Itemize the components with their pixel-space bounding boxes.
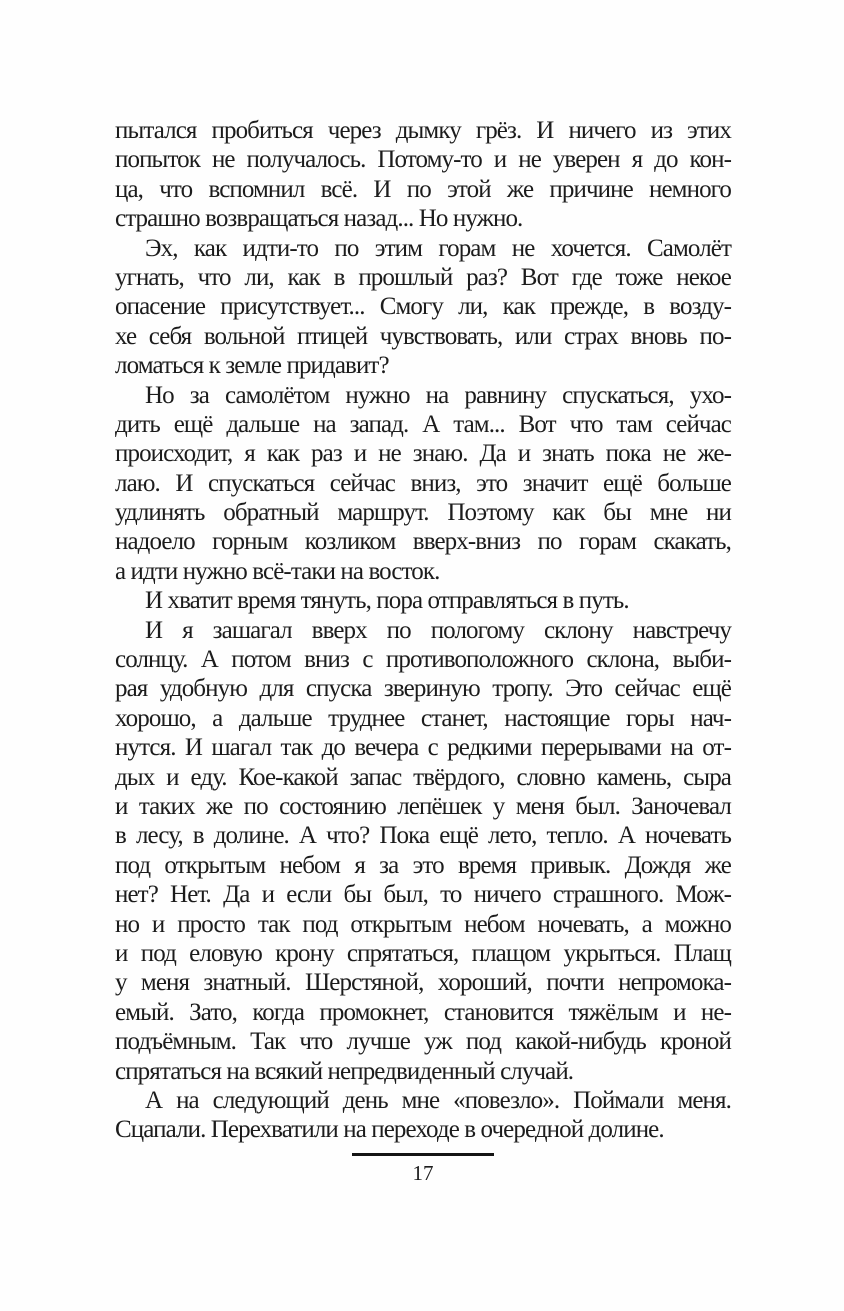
text-line: Сцапали. Перехватили на переходе в очередной долине. <box>115 1116 664 1144</box>
text-line: и таких же по состоянию лепёшек у меня был. Заночевал <box>115 792 731 820</box>
text-line: и под еловую крону спрятаться, плащом укрыться. Плащ <box>115 939 731 967</box>
text-line: в лесу, в долине. А что? Пока ещё лето, тепло. А ночевать <box>115 822 731 850</box>
paragraph <box>115 1086 731 1145</box>
footer-divider <box>352 1153 494 1156</box>
text-line: емый. Зато, когда промокнет, становится тяжёлым и не- <box>115 998 731 1026</box>
text-line: опасение присутствует... Смогу ли, как прежде, в возду- <box>115 293 731 321</box>
text-line: нет? Нет. Да и если бы был, то ничего страшного. Мож- <box>115 881 731 909</box>
text-line: нутся. И шагал так до вечера с редкими перерывами на от- <box>115 734 731 762</box>
text-line: солнцу. А потом вниз с противоположного склона, выби- <box>115 646 731 674</box>
page-footer <box>115 1146 731 1185</box>
text-line: рая удобную для спуска звериную тропу. Это сейчас ещё <box>115 675 731 703</box>
text-line: А на следующий день мне «повезло». Поймали меня. <box>145 1086 731 1114</box>
text-line: удлинять обратный маршрут. Поэтому как бы мне ни <box>115 499 731 527</box>
text-block <box>115 116 731 1145</box>
text-line: И хватит время тянуть, пора отправляться в путь. <box>145 587 629 615</box>
text-line: попыток не получалось. Потому-то и не уверен я до кон- <box>115 146 731 174</box>
paragraph <box>115 586 731 615</box>
text-line: лаю. И спускаться сейчас вниз, это значит ещё больше <box>115 469 731 497</box>
page-number: 17 <box>412 1161 434 1185</box>
text-line: пытался пробиться через дымку грёз. И ничего из этих <box>115 117 731 144</box>
text-line: у меня знатный. Шерстяной, хороший, почти непромока- <box>115 969 731 997</box>
text-line: хорошо, а дальше труднее станет, настоящие горы нач- <box>115 704 731 732</box>
text-line: Эх, как идти-то по этим горам не хочется. Самолёт <box>145 234 731 262</box>
text-line: но и просто так под открытым небом ночевать, а можно <box>115 910 731 938</box>
text-line: хе себя вольной птицей чувствовать, или страх вновь по- <box>115 322 731 350</box>
paragraph <box>115 116 731 234</box>
text-line: дых и еду. Кое-какой запас твёрдого, словно камень, сыра <box>115 763 731 791</box>
paragraph <box>115 234 731 381</box>
text-line: Но за самолётом нужно на равнину спускаться, ухо- <box>145 381 731 409</box>
text-line: а идти нужно всё-таки на восток. <box>115 557 440 585</box>
text-line: надоело горным козликом вверх-вниз по горам скакать, <box>115 528 731 556</box>
text-line: ломаться к земле придавит? <box>115 352 389 380</box>
paragraph <box>115 381 731 587</box>
text-line: страшно возвращаться назад... Но нужно. <box>115 205 523 233</box>
text-line: угнать, что ли, как в прошлый раз? Вот где тоже некое <box>115 263 731 291</box>
text-line: дить ещё дальше на запад. А там... Вот что там сейчас <box>115 410 731 438</box>
text-line: И я зашагал вверх по пологому склону навстречу <box>145 616 731 644</box>
text-line: подъёмным. Так что лучше уж под какой-нибудь кроной <box>115 1028 731 1056</box>
text-line: ца, что вспомнил всё. И по этой же причине немного <box>115 175 731 203</box>
paragraph <box>115 616 731 1086</box>
text-line: происходит, я как раз и не знаю. Да и знать пока не же- <box>115 440 731 468</box>
text-line: под открытым небом я за это время привык. Дождя же <box>115 851 731 879</box>
text-line: спрятаться на всякий непредвиденный случай. <box>115 1057 574 1085</box>
